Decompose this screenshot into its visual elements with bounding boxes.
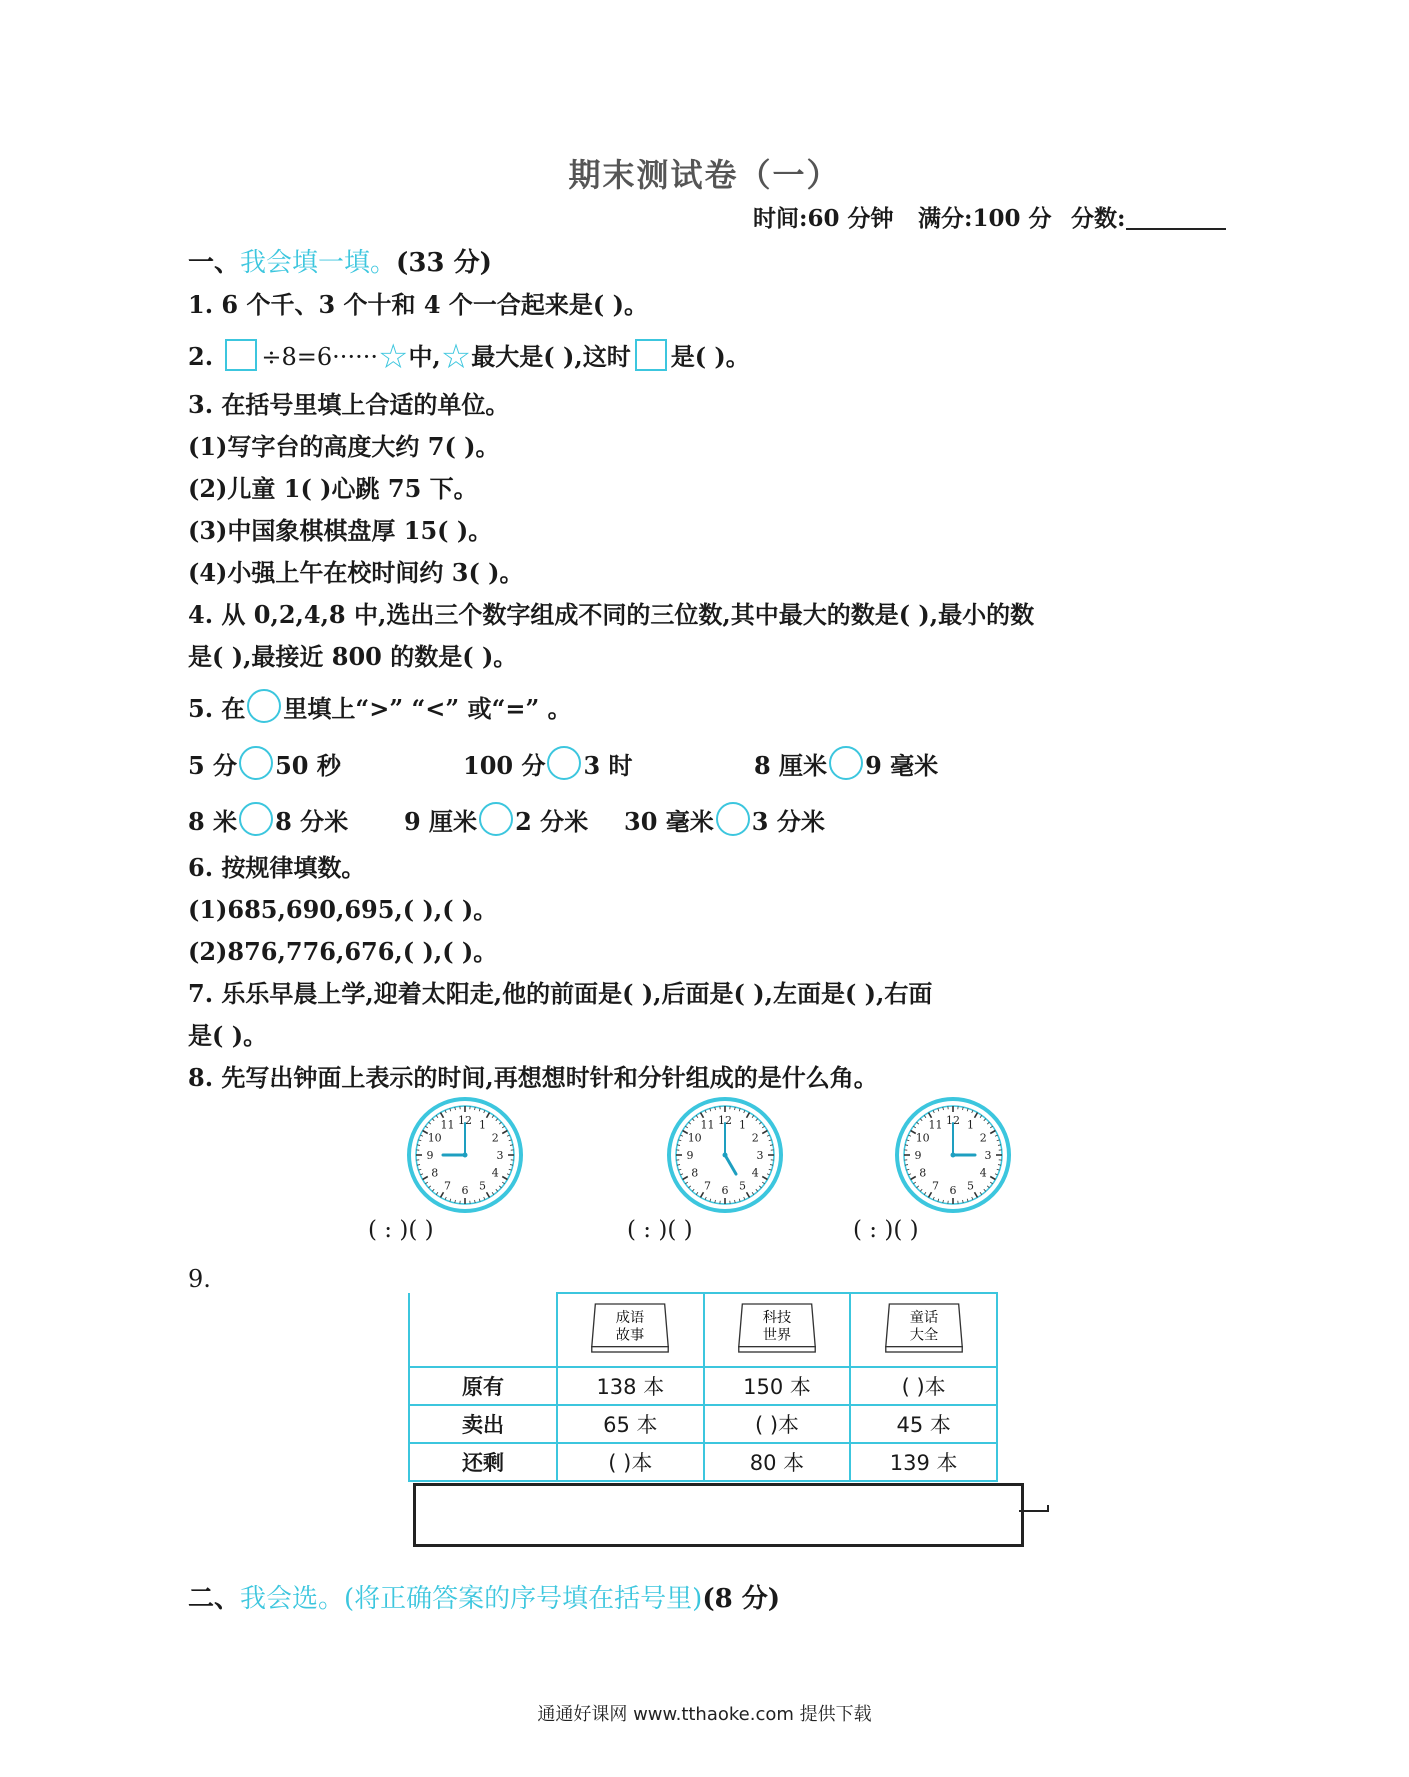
clock-number: 3 bbox=[984, 1149, 992, 1162]
clock-number: 10 bbox=[687, 1131, 702, 1145]
clock-number: 8 bbox=[919, 1166, 927, 1180]
book-cell bbox=[704, 1293, 851, 1367]
square-placeholder bbox=[225, 339, 257, 371]
question-7-line1: 7. 乐乐早晨上学,迎着太阳走,他的前面是( ),后面是( ),左面是( ),右面 bbox=[188, 979, 933, 1008]
compare-item: 8 米 8 分米 bbox=[188, 802, 348, 837]
book-title-line2: 故事 bbox=[616, 1327, 645, 1344]
compare-item: 100 分 3 时 bbox=[463, 746, 633, 781]
book-title-line2: 世界 bbox=[762, 1327, 792, 1344]
clock-number: 10 bbox=[915, 1131, 930, 1145]
clock-number: 8 bbox=[431, 1166, 439, 1180]
table-row bbox=[409, 1443, 997, 1481]
table-cell: 80 本 bbox=[704, 1443, 851, 1481]
question-1: 1. 6 个千、3 个十和 4 个一合起来是( )。 bbox=[188, 290, 648, 319]
table-cell[interactable]: ( )本 bbox=[850, 1367, 997, 1405]
page-title: 期末测试卷（一） bbox=[568, 156, 841, 194]
clock-3 bbox=[893, 1095, 1013, 1215]
table-cell: 138 本 bbox=[557, 1367, 704, 1405]
compare-circle[interactable] bbox=[829, 746, 863, 780]
clock-number: 1 bbox=[739, 1118, 746, 1132]
clock-number: 1 bbox=[967, 1118, 974, 1132]
book-cell bbox=[557, 1293, 704, 1367]
footer-text: 通通好课网 www.tthaoke.com 提供下载 bbox=[537, 1704, 872, 1725]
book-cell bbox=[850, 1293, 997, 1367]
table-cell: 150 本 bbox=[704, 1367, 851, 1405]
circle-placeholder bbox=[247, 689, 281, 723]
question-7-line2: 是( )。 bbox=[188, 1021, 268, 1050]
book-title-line1: 童话 bbox=[909, 1309, 938, 1326]
clock-answer-1[interactable]: ( : )( ) bbox=[368, 1217, 434, 1243]
clock-number: 12 bbox=[718, 1114, 732, 1127]
row-label: 还剩 bbox=[409, 1443, 557, 1481]
question-8-stem: 8. 先写出钟面上表示的时间,再想想时针和分针组成的是什么角。 bbox=[188, 1063, 878, 1092]
question-6-item: (2)876,776,676,( ),( )。 bbox=[188, 937, 498, 966]
table-cell: 65 本 bbox=[557, 1405, 704, 1443]
question-4-line2: 是( ),最接近 800 的数是( )。 bbox=[188, 642, 518, 671]
row-label: 卖出 bbox=[409, 1405, 557, 1443]
clock-number: 6 bbox=[721, 1184, 729, 1197]
book-title-line1: 成语 bbox=[616, 1309, 645, 1326]
book-title-line2: 大全 bbox=[909, 1327, 938, 1344]
clock-number: 5 bbox=[479, 1179, 486, 1193]
clock-number: 12 bbox=[458, 1114, 472, 1127]
clock-number: 12 bbox=[946, 1114, 960, 1127]
clock-number: 3 bbox=[756, 1149, 764, 1162]
question-9-num: 9. bbox=[188, 1265, 211, 1293]
table-cell[interactable]: ( )本 bbox=[557, 1443, 704, 1481]
section2-heading: 二、我会选。(将正确答案的序号填在括号里)(8 分) bbox=[188, 1584, 781, 1614]
question-5-stem: 5. 在 里填上“>” “<” 或“=” 。 bbox=[188, 689, 572, 724]
table-row bbox=[409, 1405, 997, 1443]
clock-number: 2 bbox=[979, 1131, 987, 1145]
clock-number: 2 bbox=[491, 1131, 499, 1145]
table-cell[interactable]: ( )本 bbox=[704, 1405, 851, 1443]
clock-number: 2 bbox=[751, 1131, 759, 1145]
question-3-stem: 3. 在括号里填上合适的单位。 bbox=[188, 390, 510, 419]
clock-number: 10 bbox=[427, 1131, 442, 1145]
clock-number: 3 bbox=[496, 1149, 504, 1162]
compare-circle[interactable] bbox=[239, 746, 273, 780]
question-3-item: (3)中国象棋棋盘厚 15( )。 bbox=[188, 516, 493, 545]
time-label: 时间:60 分钟 bbox=[753, 205, 894, 232]
compare-item: 9 厘米 2 分米 bbox=[404, 802, 588, 837]
table-header-row bbox=[409, 1293, 997, 1367]
compare-item: 5 分 50 秒 bbox=[188, 746, 341, 781]
clock-number: 6 bbox=[949, 1184, 957, 1197]
book-title-line1: 科技 bbox=[762, 1309, 792, 1326]
answer-box-tick bbox=[1047, 1505, 1049, 1512]
clock-1 bbox=[405, 1095, 525, 1215]
question-4-line1: 4. 从 0,2,4,8 中,选出三个数字组成不同的三位数,其中最大的数是( ),最小的数 bbox=[188, 600, 1035, 629]
compare-circle[interactable] bbox=[716, 802, 750, 836]
score-label: 分数: bbox=[1071, 205, 1126, 232]
star-icon: ☆ bbox=[377, 337, 409, 377]
books-table bbox=[408, 1292, 998, 1482]
clock-number: 9 bbox=[686, 1149, 694, 1162]
book-icon bbox=[737, 1299, 817, 1357]
compare-item: 8 厘米 9 毫米 bbox=[754, 746, 938, 781]
score-field bbox=[1071, 200, 1226, 233]
square-placeholder bbox=[635, 339, 667, 371]
compare-circle[interactable] bbox=[547, 746, 581, 780]
question-6-stem: 6. 按规律填数。 bbox=[188, 853, 366, 882]
question-3-item: (4)小强上午在校时间约 3( )。 bbox=[188, 558, 524, 587]
section1-heading: 一、我会填一填。(33 分) bbox=[188, 248, 492, 278]
compare-circle[interactable] bbox=[239, 802, 273, 836]
clock-number: 9 bbox=[426, 1149, 434, 1162]
clock-answer-2[interactable]: ( : )( ) bbox=[627, 1217, 693, 1243]
table-corner-cell bbox=[409, 1293, 557, 1367]
clock-center bbox=[723, 1153, 728, 1158]
full-score-label: 满分:100 分 bbox=[918, 205, 1052, 232]
question-6-item: (1)685,690,695,( ),( )。 bbox=[188, 895, 498, 924]
score-blank[interactable] bbox=[1126, 206, 1226, 230]
clock-number: 4 bbox=[491, 1166, 499, 1180]
star-icon: ☆ bbox=[440, 337, 472, 377]
clock-center bbox=[951, 1153, 956, 1158]
clock-number: 5 bbox=[739, 1179, 746, 1193]
question-3-item: (1)写字台的高度大约 7( )。 bbox=[188, 432, 500, 461]
clock-center bbox=[463, 1153, 468, 1158]
clock-number: 11 bbox=[928, 1118, 943, 1132]
book-icon bbox=[590, 1299, 670, 1357]
answer-box-tick bbox=[1019, 1510, 1049, 1512]
compare-circle[interactable] bbox=[479, 802, 513, 836]
clock-number: 11 bbox=[440, 1118, 455, 1132]
clock-number: 7 bbox=[704, 1179, 711, 1193]
clock-number: 4 bbox=[979, 1166, 987, 1180]
compare-item: 30 毫米 3 分米 bbox=[624, 802, 825, 837]
row-label: 原有 bbox=[409, 1367, 557, 1405]
question-3-item: (2)儿童 1( )心跳 75 下。 bbox=[188, 474, 478, 503]
clock-number: 9 bbox=[914, 1149, 922, 1162]
clock-answer-3[interactable]: ( : )( ) bbox=[853, 1217, 919, 1243]
clock-number: 1 bbox=[479, 1118, 486, 1132]
clock-number: 7 bbox=[444, 1179, 451, 1193]
question-2: 2. ÷8=6······☆中,☆最大是( ),这时 是( )。 bbox=[188, 337, 750, 377]
table-cell: 139 本 bbox=[850, 1443, 997, 1481]
clock-number: 11 bbox=[700, 1118, 715, 1132]
clock-number: 4 bbox=[751, 1166, 759, 1180]
book-icon bbox=[884, 1299, 964, 1357]
clock-2 bbox=[665, 1095, 785, 1215]
answer-box[interactable] bbox=[413, 1483, 1024, 1547]
clock-number: 8 bbox=[691, 1166, 699, 1180]
table-row bbox=[409, 1367, 997, 1405]
clock-number: 5 bbox=[967, 1179, 974, 1193]
clock-number: 7 bbox=[932, 1179, 939, 1193]
table-cell: 45 本 bbox=[850, 1405, 997, 1443]
clock-number: 6 bbox=[461, 1184, 469, 1197]
